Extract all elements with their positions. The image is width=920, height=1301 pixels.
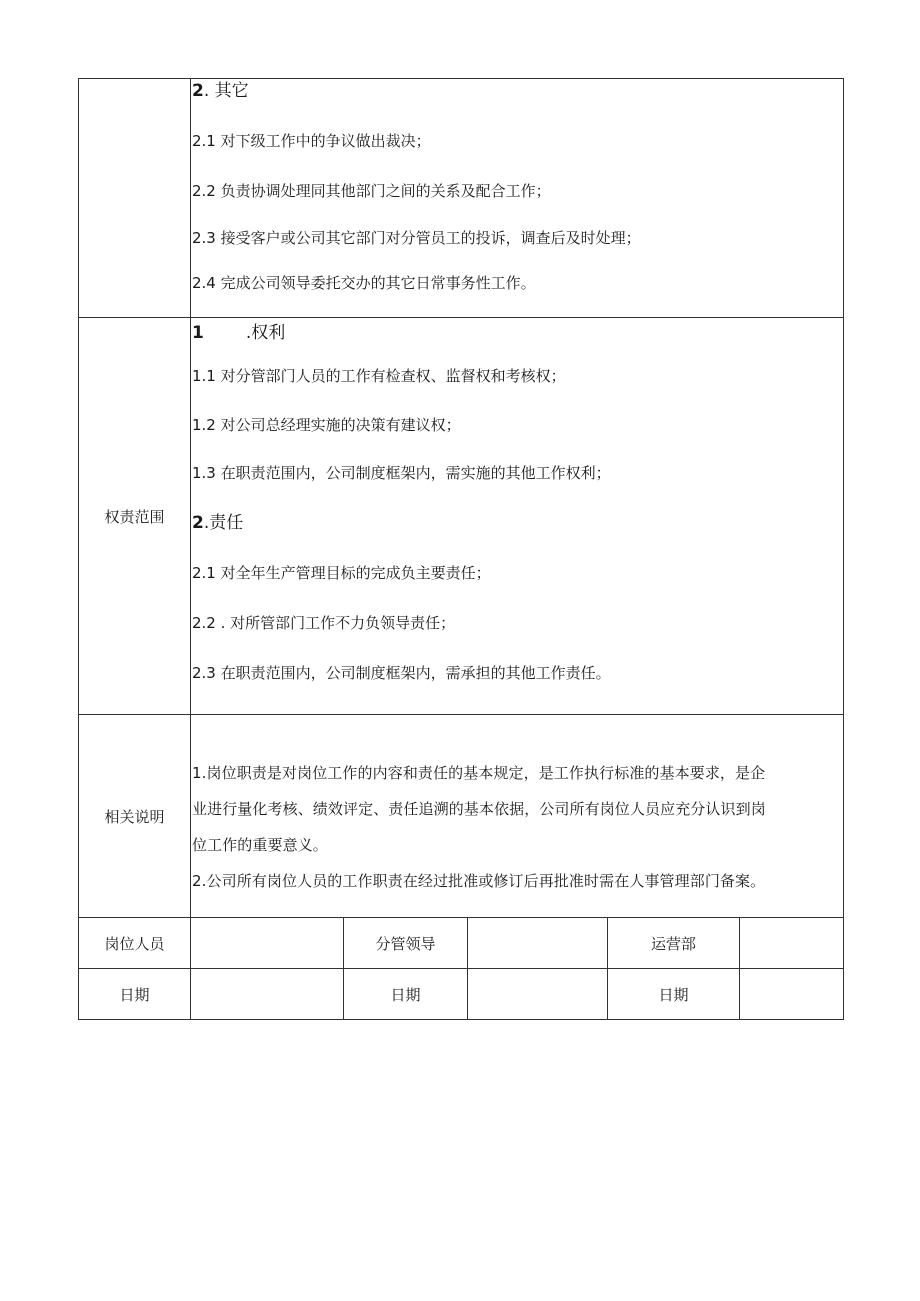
others-label-cell — [79, 79, 191, 318]
others-item: 2.4 完成公司领导委托交办的其它日常事务性工作。 — [192, 274, 536, 292]
notes-line: 1.岗位职责是对岗位工作的内容和责任的基本规定，是工作执行标准的基本要求，是企 — [192, 764, 766, 782]
others-row — [79, 79, 844, 318]
others-content-cell — [191, 79, 844, 318]
position-staff-label: 岗位人员 — [79, 918, 191, 969]
responsibility-item: 2.2 . 对所管部门工作不力负领导责任； — [192, 614, 456, 632]
position-staff-signature-field[interactable] — [191, 918, 344, 969]
others-item: 2.1 对下级工作中的争议做出裁决； — [192, 132, 431, 150]
responsibility-heading: 2.责任 — [192, 513, 244, 533]
responsibility-item: 2.3 在职责范围内，公司制度框架内，需承担的其他工作责任。 — [192, 664, 611, 682]
notes-content-cell — [191, 715, 844, 918]
notes-line: 位工作的重要意义。 — [192, 836, 328, 854]
operations-date-field[interactable] — [740, 969, 844, 1020]
operations-dept-label: 运营部 — [608, 918, 740, 969]
operations-date-label: 日期 — [608, 969, 740, 1020]
notes-line: 2.公司所有岗位人员的工作职责在经过批准或修订后再批准时需在人事管理部门备案。 — [192, 872, 766, 890]
staff-date-field[interactable] — [191, 969, 344, 1020]
supervisor-signature-field[interactable] — [468, 918, 608, 969]
rights-item: 1.2 对公司总经理实施的决策有建议权； — [192, 416, 461, 434]
authority-row — [79, 318, 844, 715]
signature-row — [79, 918, 844, 969]
operations-dept-signature-field[interactable] — [740, 918, 844, 969]
authority-content-cell — [191, 318, 844, 715]
notes-line: 业进行量化考核、绩效评定、责任追溯的基本依据，公司所有岗位人员应充分认识到岗 — [192, 800, 766, 818]
supervisor-date-field[interactable] — [468, 969, 608, 1020]
rights-item: 1.1 对分管部门人员的工作有检查权、监督权和考核权； — [192, 367, 566, 385]
others-item: 2.2 负责协调处理同其他部门之间的关系及配合工作； — [192, 182, 551, 200]
job-description-table — [78, 78, 844, 1020]
supervisor-label: 分管领导 — [344, 918, 468, 969]
notes-row — [79, 715, 844, 918]
others-heading: 2. 其它 — [192, 81, 249, 101]
others-item: 2.3 接受客户或公司其它部门对分管员工的投诉，调查后及时处理； — [192, 229, 641, 247]
staff-date-label: 日期 — [79, 969, 191, 1020]
date-row — [79, 969, 844, 1020]
rights-heading: 1 .权利 — [192, 323, 286, 343]
responsibility-item: 2.1 对全年生产管理目标的完成负主要责任； — [192, 564, 491, 582]
authority-label: 权责范围 — [79, 318, 191, 715]
rights-item: 1.3 在职责范围内，公司制度框架内，需实施的其他工作权利； — [192, 464, 611, 482]
supervisor-date-label: 日期 — [344, 969, 468, 1020]
notes-label: 相关说明 — [79, 715, 191, 918]
